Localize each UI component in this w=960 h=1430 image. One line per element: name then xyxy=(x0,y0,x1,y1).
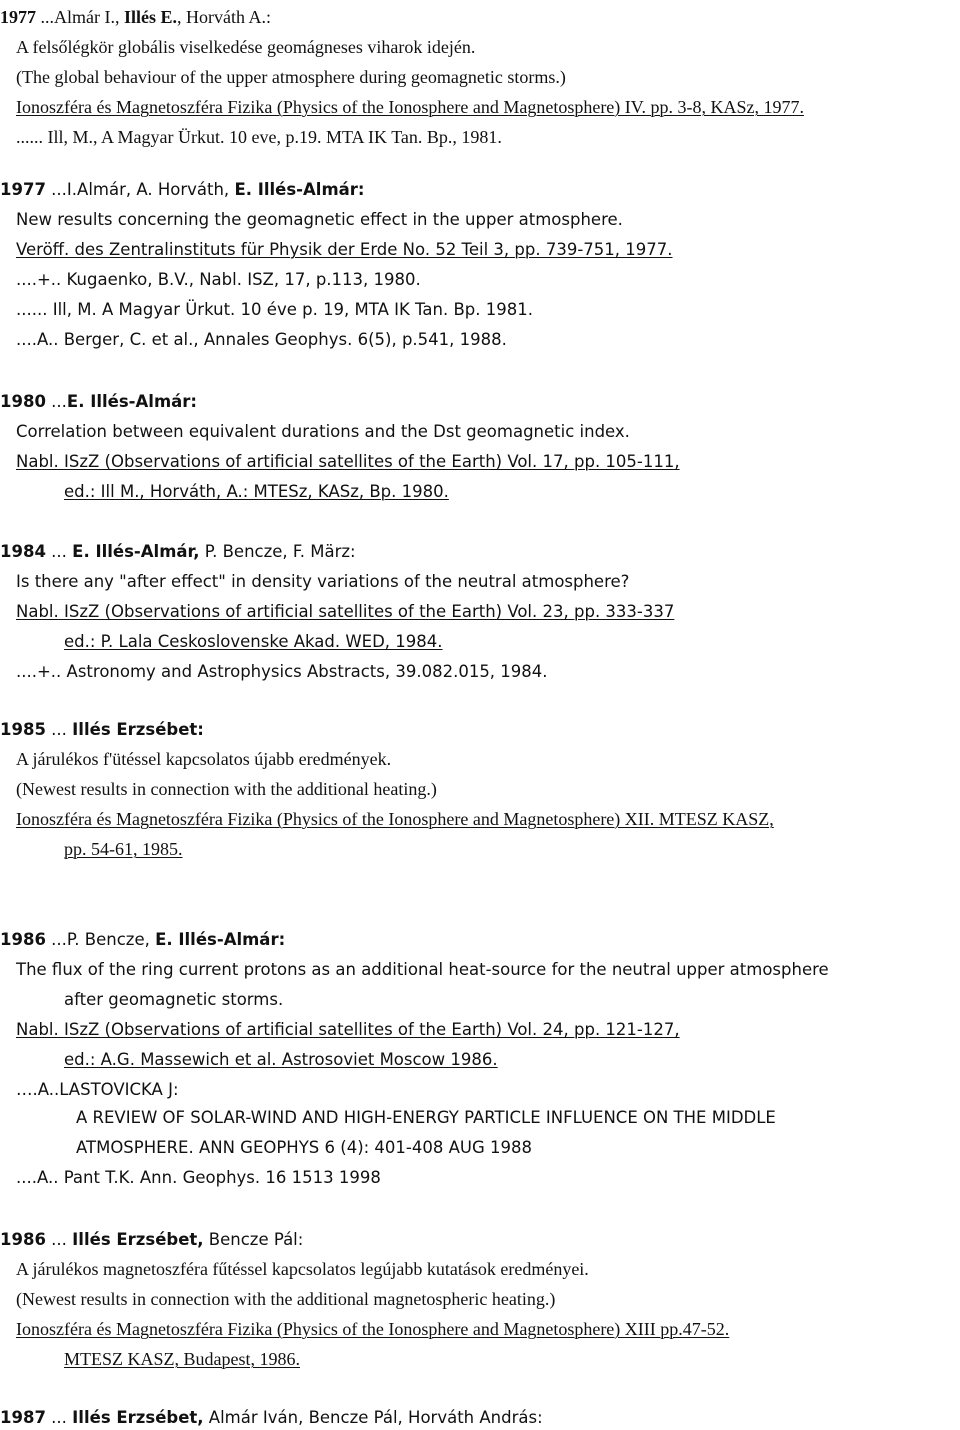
entry-line xyxy=(64,838,183,860)
entry-line xyxy=(64,1048,498,1070)
entry-line-text: A járulékos magnetoszféra fűtéssel kapcsolatos legújabb kutatások eredményei. xyxy=(16,1259,589,1279)
entry-line xyxy=(16,208,623,230)
entry-heading-text: 1985 xyxy=(0,720,46,739)
entry-line xyxy=(16,96,804,118)
entry-line xyxy=(16,66,566,88)
entry-heading-text: 1977 xyxy=(0,7,36,27)
entry-heading-text: 1984 xyxy=(0,542,46,561)
entry-line-text: A REVIEW OF SOLAR-WIND AND HIGH-ENERGY PARTICLE INFLUENCE ON THE MIDDLE xyxy=(76,1108,776,1127)
entry-line-text: ....A.. Berger, C. et al., Annales Geophys. 6(5), p.541, 1988. xyxy=(16,330,507,349)
entry-heading-text: ...Almár I., xyxy=(36,7,124,27)
entry-heading xyxy=(0,718,204,740)
entry-line-text: ...... Ill, M. A Magyar Ürkut. 10 éve p. 19, MTA IK Tan. Bp. 1981. xyxy=(16,300,533,319)
entry-line-text: ed.: P. Lala Ceskoslovenske Akad. WED, 1984. xyxy=(64,632,443,651)
entry-line xyxy=(16,1288,555,1310)
entry-line xyxy=(16,36,475,58)
entry-line xyxy=(16,328,507,350)
entry-line xyxy=(16,420,630,442)
entry-heading-text: ... xyxy=(45,392,67,411)
entry-heading xyxy=(0,1406,543,1428)
entry-heading-text: 1987 xyxy=(0,1408,46,1427)
entry-heading-text: ... xyxy=(45,720,73,739)
entry-line xyxy=(16,298,533,320)
entry-line xyxy=(16,958,829,980)
entry-line-text: New results concerning the geomagnetic effect in the upper atmosphere. xyxy=(16,210,623,229)
entry-heading-text: 1986 xyxy=(0,930,46,949)
entry-heading-text: 1977 xyxy=(0,180,46,199)
entry-line-text: ....+.. Astronomy and Astrophysics Abstracts, 39.082.015, 1984. xyxy=(16,662,548,681)
entry-line xyxy=(16,1258,589,1280)
entry-line-text: Veröff. des Zentralinstituts für Physik der Erde No. 52 Teil 3, pp. 739-751, 1977. xyxy=(16,240,673,259)
entry-line xyxy=(76,1106,776,1128)
entry-heading-text: Illés Erzsébet: xyxy=(72,720,204,739)
entry-line-text: The flux of the ring current protons as an additional heat-source for the neutral upper atmosphere xyxy=(16,960,829,979)
entry-line xyxy=(16,660,548,682)
entry-heading-text: E. Illés-Almár, xyxy=(72,542,200,561)
entry-line-text: ….A..LASTOVICKA J: xyxy=(16,1080,179,1099)
entry-line xyxy=(16,268,421,290)
entry-line-text: pp. 54-61, 1985. xyxy=(64,839,183,859)
entry-line-text: after geomagnetic storms. xyxy=(64,990,284,1009)
entry-heading-text: ... xyxy=(45,1230,73,1249)
entry-line xyxy=(16,1318,729,1340)
entry-line-text: ed.: A.G. Massewich et al. Astrosoviet Moscow 1986. xyxy=(64,1050,498,1069)
entry-line xyxy=(16,778,437,800)
entry-line xyxy=(76,1136,532,1158)
entry-line-text: ATMOSPHERE. ANN GEOPHYS 6 (4): 401-408 AUG 1988 xyxy=(76,1138,533,1157)
entry-line-text: (Newest results in connection with the additional magnetospheric heating.) xyxy=(16,1289,556,1309)
entry-line-text: ed.: Ill M., Horváth, A.: MTESz, KASz, Bp. 1980. xyxy=(64,482,449,501)
entry-line-text: Ionoszféra és Magnetoszféra Fizika (Physics of the Ionosphere and Magnetosphere) XIII pp.47-52. xyxy=(16,1319,730,1339)
entry-heading-text: E. Illés-Almár: xyxy=(234,180,365,199)
entry-heading-text: ...I.Almár, A. Horváth, xyxy=(45,180,235,199)
entry-heading-text: P. Bencze, F. März: xyxy=(199,542,356,561)
entry-line xyxy=(16,570,629,592)
entry-line xyxy=(16,1018,680,1040)
entry-heading-text: E. Illés-Almár: xyxy=(66,392,198,411)
entry-heading-text: ... xyxy=(45,1408,73,1427)
entry-line xyxy=(16,1078,179,1100)
entry-heading xyxy=(0,390,197,412)
entry-heading-text: E. Illés-Almár: xyxy=(155,930,286,949)
entry-line xyxy=(16,450,680,472)
entry-line xyxy=(16,126,502,148)
entry-line-text: A járulékos f'ütéssel kapcsolatos újabb eredmények. xyxy=(16,749,392,769)
entry-line-text: Nabl. ISzZ (Observations of artificial satellites of the Earth) Vol. 24, pp. 121-127, xyxy=(16,1020,680,1039)
entry-heading-text: 1980 xyxy=(0,392,46,411)
entry-heading-text: ... xyxy=(45,542,73,561)
entry-heading xyxy=(0,178,365,200)
entry-line-text: ...... Ill, M., A Magyar Ürkut. 10 eve, p.19. MTA IK Tan. Bp., 1981. xyxy=(16,127,502,147)
entry-line xyxy=(64,988,283,1010)
entry-heading-text: Almár Iván, Bencze Pál, Horváth András: xyxy=(203,1408,543,1427)
entry-line xyxy=(16,748,391,770)
entry-line-text: MTESZ KASZ, Budapest, 1986. xyxy=(64,1349,300,1369)
entry-line-text: ....+.. Kugaenko, B.V., Nabl. ISZ, 17, p.113, 1980. xyxy=(16,270,421,289)
entry-heading-text: , Horváth A.: xyxy=(177,7,271,27)
entry-line-text: Correlation between equivalent durations and the Dst geomagnetic index. xyxy=(16,422,630,441)
entry-heading-text: ...P. Bencze, xyxy=(45,930,156,949)
entry-heading-text: Illés Erzsébet, xyxy=(72,1230,204,1249)
entry-line xyxy=(64,1348,300,1370)
entry-heading-text: Illés Erzsébet, xyxy=(72,1408,204,1427)
entry-line-text: Nabl. ISzZ (Observations of artificial satellites of the Earth) Vol. 23, pp. 333-337 xyxy=(16,602,675,621)
entry-line-text: A felsőlégkör globális viselkedése geomágneses viharok idején. xyxy=(16,37,476,57)
entry-line xyxy=(64,630,443,652)
entry-line-text: Nabl. ISzZ (Observations of artificial satellites of the Earth) Vol. 17, pp. 105-111, xyxy=(16,452,680,471)
entry-line xyxy=(64,480,449,502)
entry-line xyxy=(16,808,774,830)
entry-heading-text: Illés E. xyxy=(123,7,177,27)
entry-heading-text: 1986 xyxy=(0,1230,46,1249)
entry-heading xyxy=(0,540,356,562)
entry-line-text: (The global behaviour of the upper atmosphere during geomagnetic storms.) xyxy=(16,67,566,87)
entry-line-text: (Newest results in connection with the additional heating.) xyxy=(16,779,437,799)
entry-line-text: Ionoszféra és Magnetoszféra Fizika (Physics of the Ionosphere and Magnetosphere) IV. pp. 3-8, KASz, 1977. xyxy=(16,97,804,117)
entry-heading xyxy=(0,6,271,28)
entry-heading xyxy=(0,928,285,950)
entry-heading xyxy=(0,1228,303,1250)
entry-heading-text: Bencze Pál: xyxy=(203,1230,304,1249)
entry-line xyxy=(16,1166,381,1188)
entry-line xyxy=(16,600,674,622)
entry-line-text: ....A.. Pant T.K. Ann. Geophys. 16 1513 1998 xyxy=(16,1168,381,1187)
entry-line xyxy=(16,238,673,260)
entry-line-text: Is there any "after effect" in density variations of the neutral atmosphere? xyxy=(16,572,630,591)
entry-line-text: Ionoszféra és Magnetoszféra Fizika (Physics of the Ionosphere and Magnetosphere) XII. MTESZ KASZ, xyxy=(16,809,774,829)
